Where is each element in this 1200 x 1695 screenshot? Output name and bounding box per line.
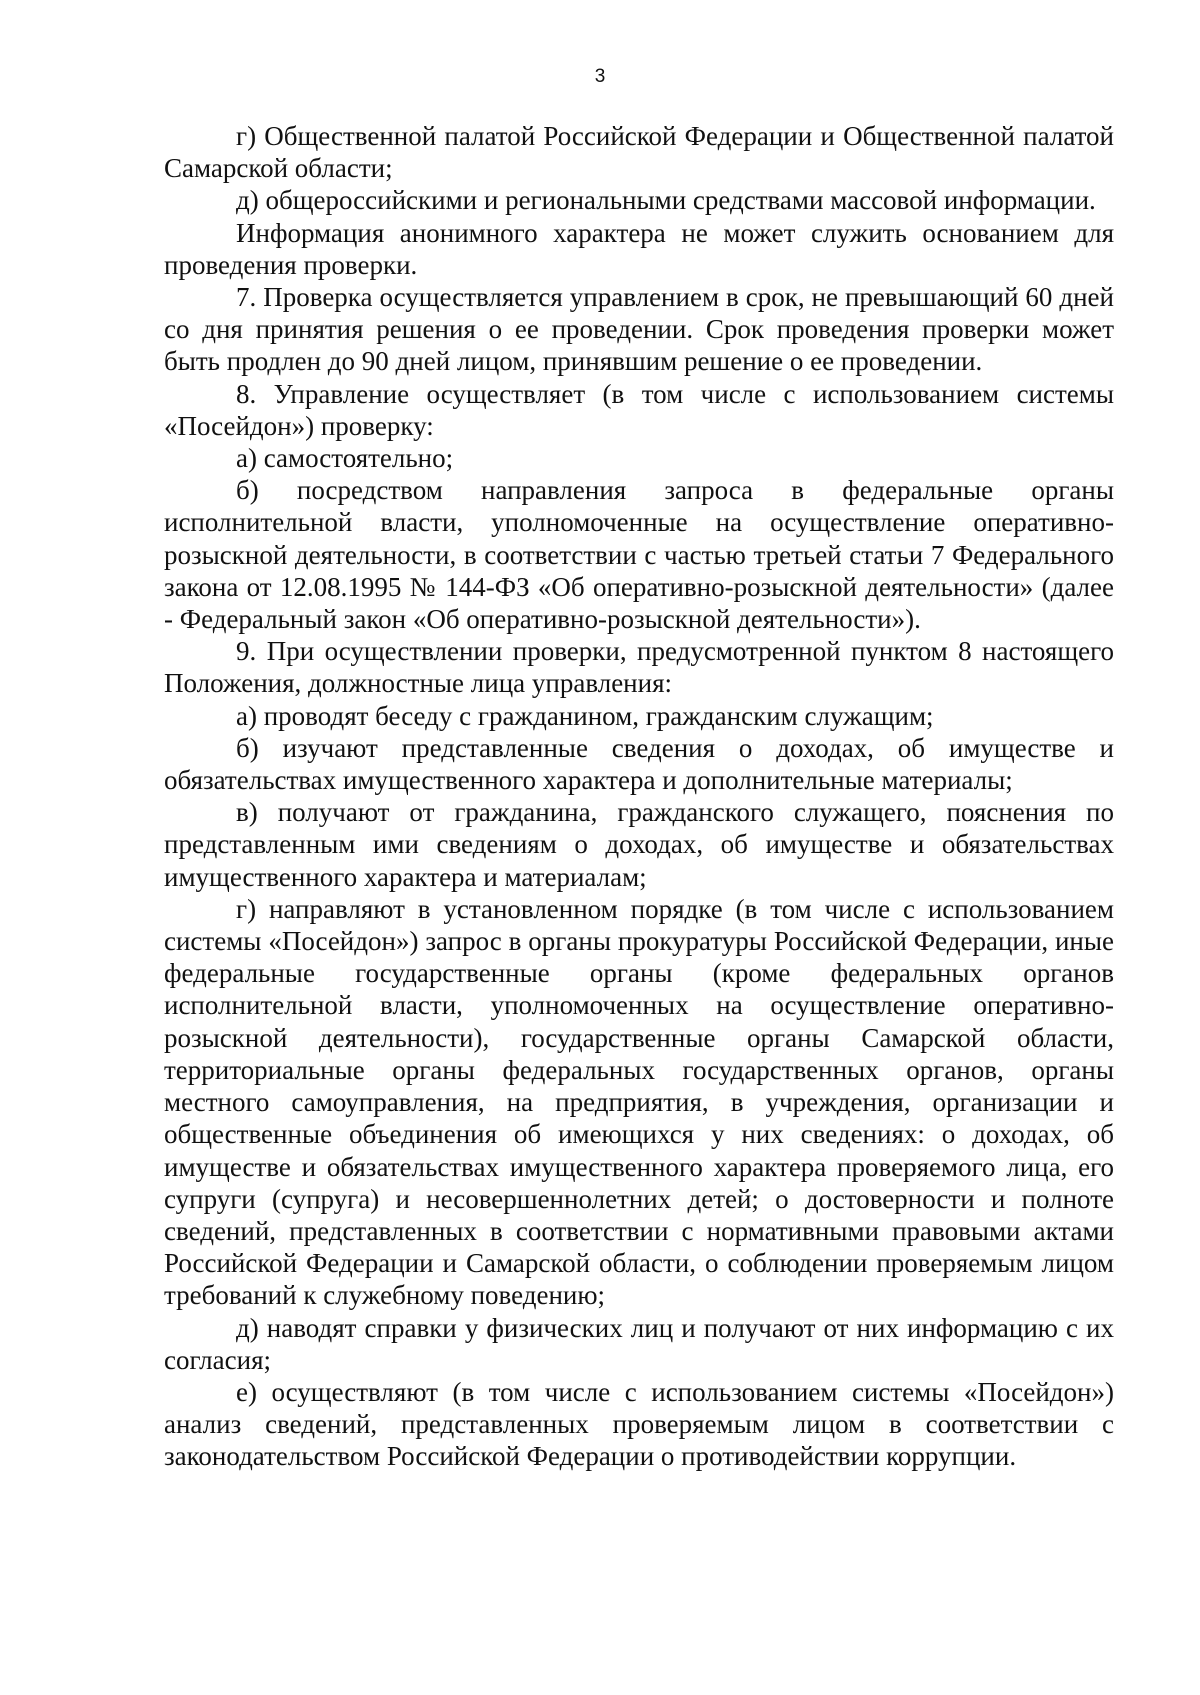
paragraph-7-check-term: 7. Проверка осуществляется управлением в срок, не превышающий 60 дней со дня принятия решения о ее проведении. Срок проведения проверки может быть продлен до 90 дней лицом, принявшим решение о ее проведении. [164, 282, 1114, 377]
paragraph-9b-study: б) изучают представленные сведения о доходах, об имуществе и обязательствах имущественного характера и дополнительные материалы; [164, 732, 1114, 796]
paragraph-anonymous-info: Информация анонимного характера не может служить основанием для проведения проверки. [164, 217, 1114, 280]
paragraph-9e-analysis: е) осуществляют (в том числе с использованием системы «Посейдон») анализ сведений, представленных проверяемым лицом в соответствии с законодательством Российской Федерации о противодействии коррупции. [164, 1376, 1114, 1472]
paragraph-g-public-chamber: г) Общественной палатой Российской Федерации и Общественной палатой Самарской области; [164, 121, 1114, 184]
paragraph-d-mass-media: д) общероссийскими и региональными средствами массовой информации. [236, 185, 1096, 216]
paragraph-8-check-system: 8. Управление осуществляет (в том числе с использованием системы «Посейдон») проверку: [164, 378, 1114, 441]
page-number: 3 [594, 66, 606, 87]
paragraph-9-officials: 9. При осуществлении проверки, предусмотренной пунктом 8 настоящего Положения, должностные лица управления: [164, 636, 1114, 699]
paragraph-9v-explanations: в) получают от гражданина, гражданского служащего, пояснения по представленным ими сведениям о доходах, об имуществе и обязательствах имущественного характера и материалам; [164, 797, 1114, 892]
paragraph-9d-inquiries: д) наводят справки у физических лиц и получают от них информацию с их согласия; [164, 1312, 1114, 1375]
paragraph-9a-conversation: а) проводят беседу с гражданином, гражданским служащим; [236, 700, 934, 731]
paragraph-8b-request: б) посредством направления запроса в федеральные органы исполнительной власти, уполномоченные на осуществление оперативно-розыскной деятельности, в соответствии с частью третьей статьи 7 Федерального закона от 12.08.1995 № 144-ФЗ «Об оперативно-розыскной деятельности» (далее - Федеральный закон «Об оперативно-розыскной деятельности»). [164, 475, 1114, 635]
document-body [164, 120, 1114, 1473]
paragraph-9g-requests: г) направляют в установленном порядке (в том числе с использованием системы «Посейдон») запрос в органы прокуратуры Российской Федерации, иные федеральные государственные органы (кроме федеральных органов исполнительной власти, уполномоченных на осуществление оперативно-розыскной деятельности), государственные органы Самарской области, территориальные органы федеральных государственных органов, органы местного самоуправления, на предприятия, в учреждения, организации и общественные объединения об имеющихся у них сведениях: о доходах, об имуществе и обязательствах имущественного характера проверяемого лица, его супруги (супруга) и несовершеннолетних детей; о достоверности и полноте сведений, представленных в соответствии с нормативными правовыми актами Российской Федерации и Самарской области, о соблюдении проверяемым лицом требований к служебному поведению; [164, 893, 1114, 1311]
paragraph-8a-independently: а) самостоятельно; [236, 443, 454, 474]
